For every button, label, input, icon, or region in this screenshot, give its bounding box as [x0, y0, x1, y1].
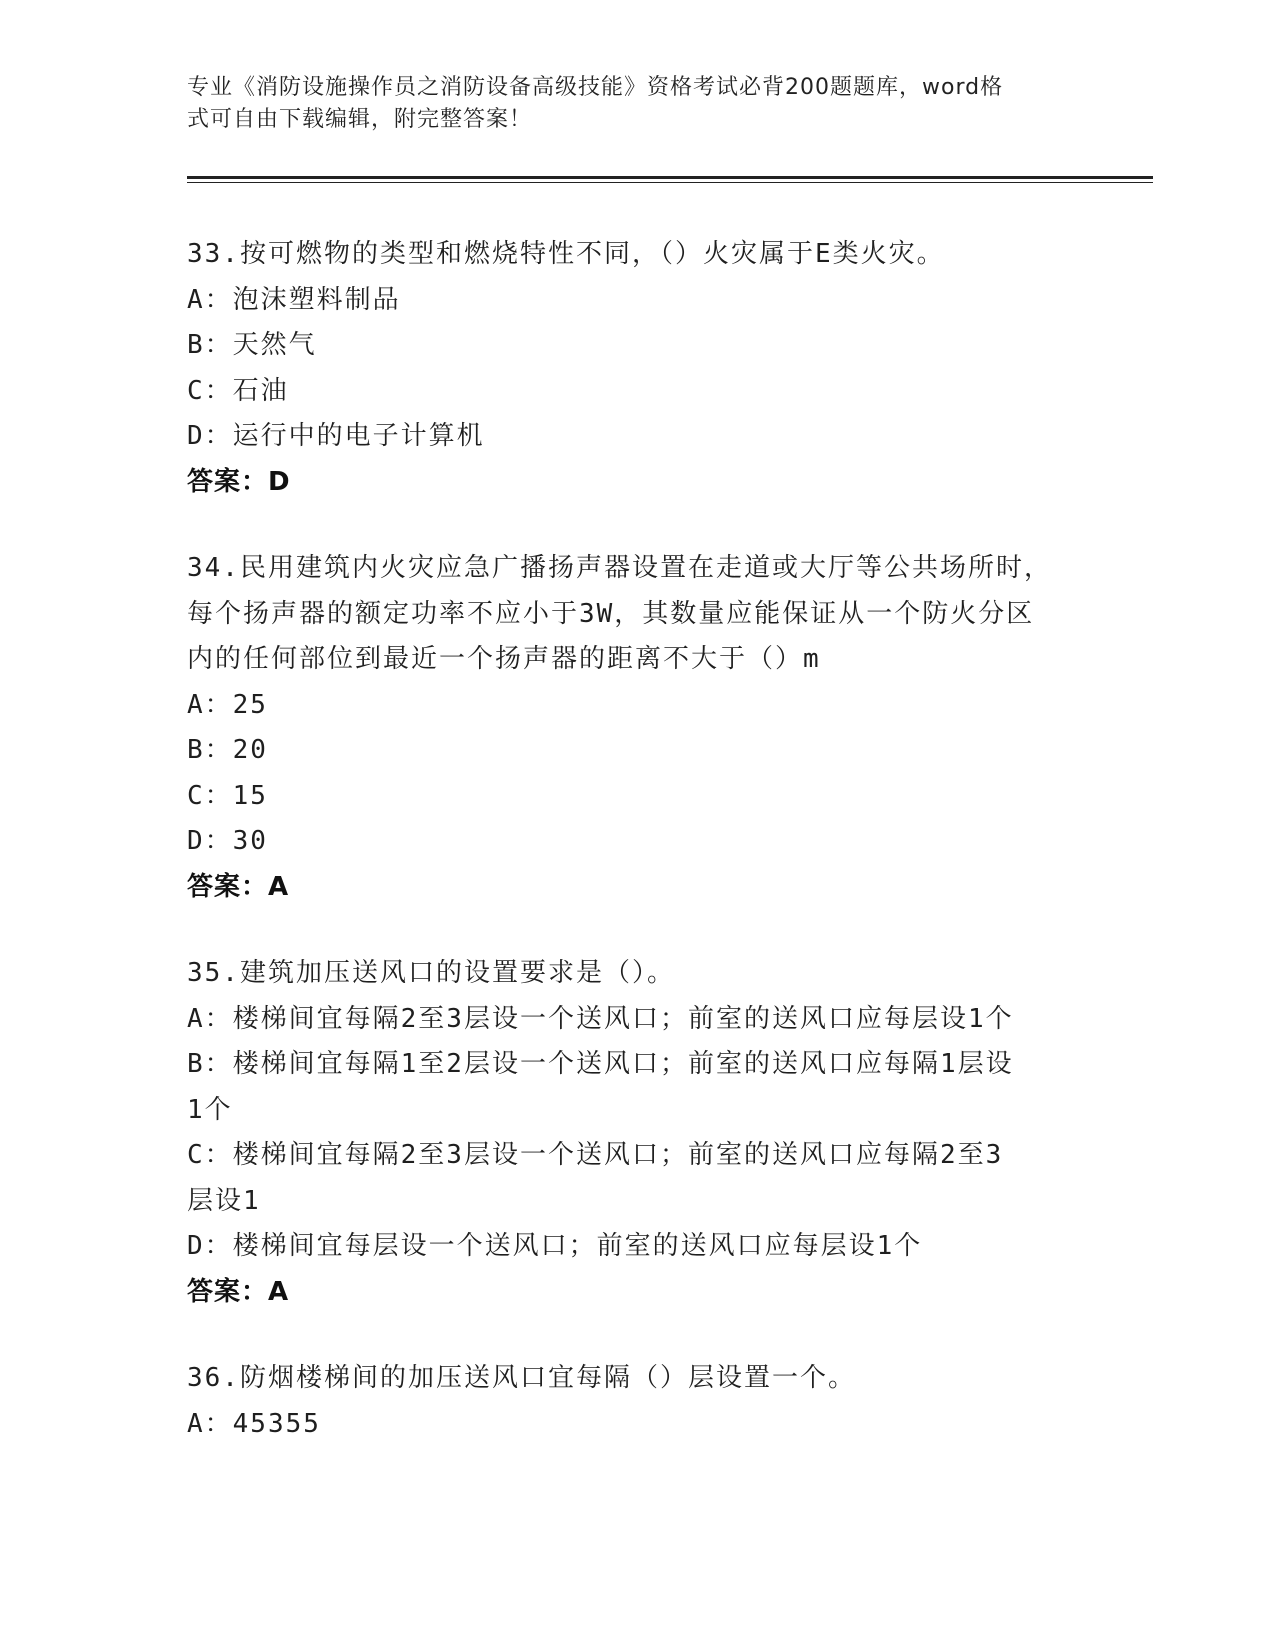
- option-a: A：25: [187, 689, 268, 720]
- question-stem: 内的任何部位到最近一个扬声器的距离不大于（）m: [187, 644, 821, 674]
- option-c-continued: 层设1: [187, 1185, 261, 1216]
- option-b: B：天然气: [187, 330, 317, 360]
- answer-label: 答案：A: [187, 1276, 290, 1307]
- question-stem: 35.建筑加压送风口的设置要求是（）。: [187, 958, 675, 988]
- question-34: [187, 546, 1067, 910]
- option-d: D：楼梯间宜每层设一个送风口；前室的送风口应每层设1个: [187, 1231, 923, 1261]
- question-35: [187, 951, 1067, 1315]
- answer-label: 答案：A: [187, 871, 290, 902]
- question-stem: 34.民用建筑内火灾应急广播扬声器设置在走道或大厅等公共场所时，: [187, 553, 1052, 583]
- option-c: C：15: [187, 780, 268, 811]
- option-d: D：30: [187, 826, 268, 856]
- answer-label: 答案：D: [187, 466, 291, 497]
- header-line-1: 专业《消防设施操作员之消防设备高级技能》资格考试必背200题题库，word格: [187, 75, 1004, 100]
- option-c: C：石油: [187, 375, 289, 406]
- header-divider-thin: [187, 182, 1153, 183]
- option-d: D：运行中的电子计算机: [187, 421, 485, 451]
- option-a: A：楼梯间宜每隔2至3层设一个送风口；前室的送风口应每层设1个: [187, 1003, 1014, 1034]
- option-c: C：楼梯间宜每隔2至3层设一个送风口；前室的送风口应每隔2至3: [187, 1140, 1004, 1170]
- option-b-continued: 1个: [187, 1094, 233, 1125]
- question-stem: 36.防烟楼梯间的加压送风口宜每隔（）层设置一个。: [187, 1363, 856, 1393]
- question-list: [187, 232, 1067, 1488]
- option-b: B：20: [187, 735, 268, 765]
- option-a: A：45355: [187, 1408, 321, 1439]
- option-b: B：楼梯间宜每隔1至2层设一个送风口；前室的送风口应每隔1层设: [187, 1049, 1014, 1079]
- question-36: [187, 1356, 1067, 1447]
- header-divider-thick: [187, 176, 1153, 179]
- header-line-2: 式可自由下载编辑，附完整答案！: [187, 107, 533, 132]
- question-stem: 33.按可燃物的类型和燃烧特性不同，（）火灾属于E类火灾。: [187, 239, 945, 269]
- document-header: [187, 72, 1067, 136]
- question-stem: 每个扬声器的额定功率不应小于3W，其数量应能保证从一个防火分区: [187, 598, 1035, 629]
- question-33: [187, 232, 1067, 505]
- option-a: A：泡沫塑料制品: [187, 284, 401, 315]
